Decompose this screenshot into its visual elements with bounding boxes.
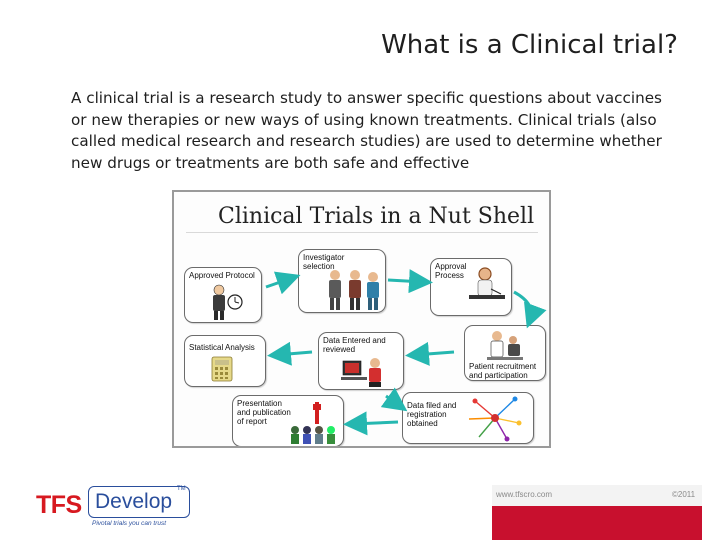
- audience-presentation-icon: [289, 398, 343, 446]
- calculator-icon: [211, 356, 233, 382]
- arrow-protocol-to-investigator: [266, 278, 292, 287]
- clinical-trials-figure: [172, 190, 551, 448]
- person-at-computer-icon: [339, 355, 387, 389]
- step-approval-process: [430, 258, 512, 316]
- step-investigator-selection-label: Investigator selection: [303, 253, 345, 271]
- step-investigator-selection: [298, 249, 386, 313]
- step-approved-protocol: [184, 267, 262, 323]
- molecule-icon: [465, 393, 525, 443]
- tfs-develop-logo: [36, 486, 196, 530]
- step-data-entered-label: Data Entered and reviewed: [323, 336, 386, 354]
- slide-title: What is a Clinical trial?: [381, 30, 678, 60]
- step-data-entered: [318, 332, 404, 390]
- logo-trademark: TM: [177, 486, 186, 492]
- logo-tagline: Pivotal trials you can trust: [92, 520, 167, 527]
- step-patient-recruitment: [464, 325, 546, 381]
- step-statistical-analysis: [184, 335, 266, 387]
- step-patient-recruitment-label: Patient recruitment and participation: [469, 362, 537, 380]
- step-presentation: [232, 395, 344, 447]
- person-at-desk-icon: [465, 265, 509, 309]
- arrow-approval-to-recruitment: [514, 292, 531, 320]
- step-presentation-label: Presentation and publication of report: [237, 399, 291, 426]
- logo-develop-text: Develop: [95, 490, 173, 513]
- step-approved-protocol-label: Approved Protocol: [189, 271, 255, 280]
- footer-url: www.tfscro.com: [496, 490, 553, 499]
- body-paragraph: A clinical trial is a research study to answer specific questions about vaccines or new therapies or new ways of using known treatments. Clinical trials (also called medical research and research studies) are used to determine whether new drugs or treatments are both safe and effective: [71, 89, 662, 172]
- logo-develop-box: [88, 486, 190, 518]
- person-with-clock-icon: [203, 282, 247, 322]
- footer-copyright: ©2011: [672, 490, 696, 499]
- arrow-data-filed-to-presentation: [352, 422, 398, 424]
- doctor-patient-icon: [483, 328, 527, 362]
- logo-tfs-text: TFS: [36, 491, 82, 519]
- arrow-investigator-to-approval: [388, 280, 424, 282]
- footer-accent-block: [492, 506, 702, 540]
- step-statistical-analysis-label: Statistical Analysis: [189, 343, 255, 352]
- arrow-data-entered-to-statistics: [276, 352, 312, 355]
- step-approval-process-label: Approval Process: [435, 262, 467, 280]
- figure-divider: [186, 232, 538, 233]
- arrow-data-entered-to-data-filed: [386, 396, 400, 406]
- handshake-people-icon: [321, 268, 385, 312]
- step-data-filed: [402, 392, 534, 444]
- arrow-recruitment-to-data-entered: [414, 352, 454, 355]
- figure-title: Clinical Trials in a Nut Shell: [218, 204, 535, 229]
- step-data-filed-label: Data filed and registration obtained: [407, 401, 457, 428]
